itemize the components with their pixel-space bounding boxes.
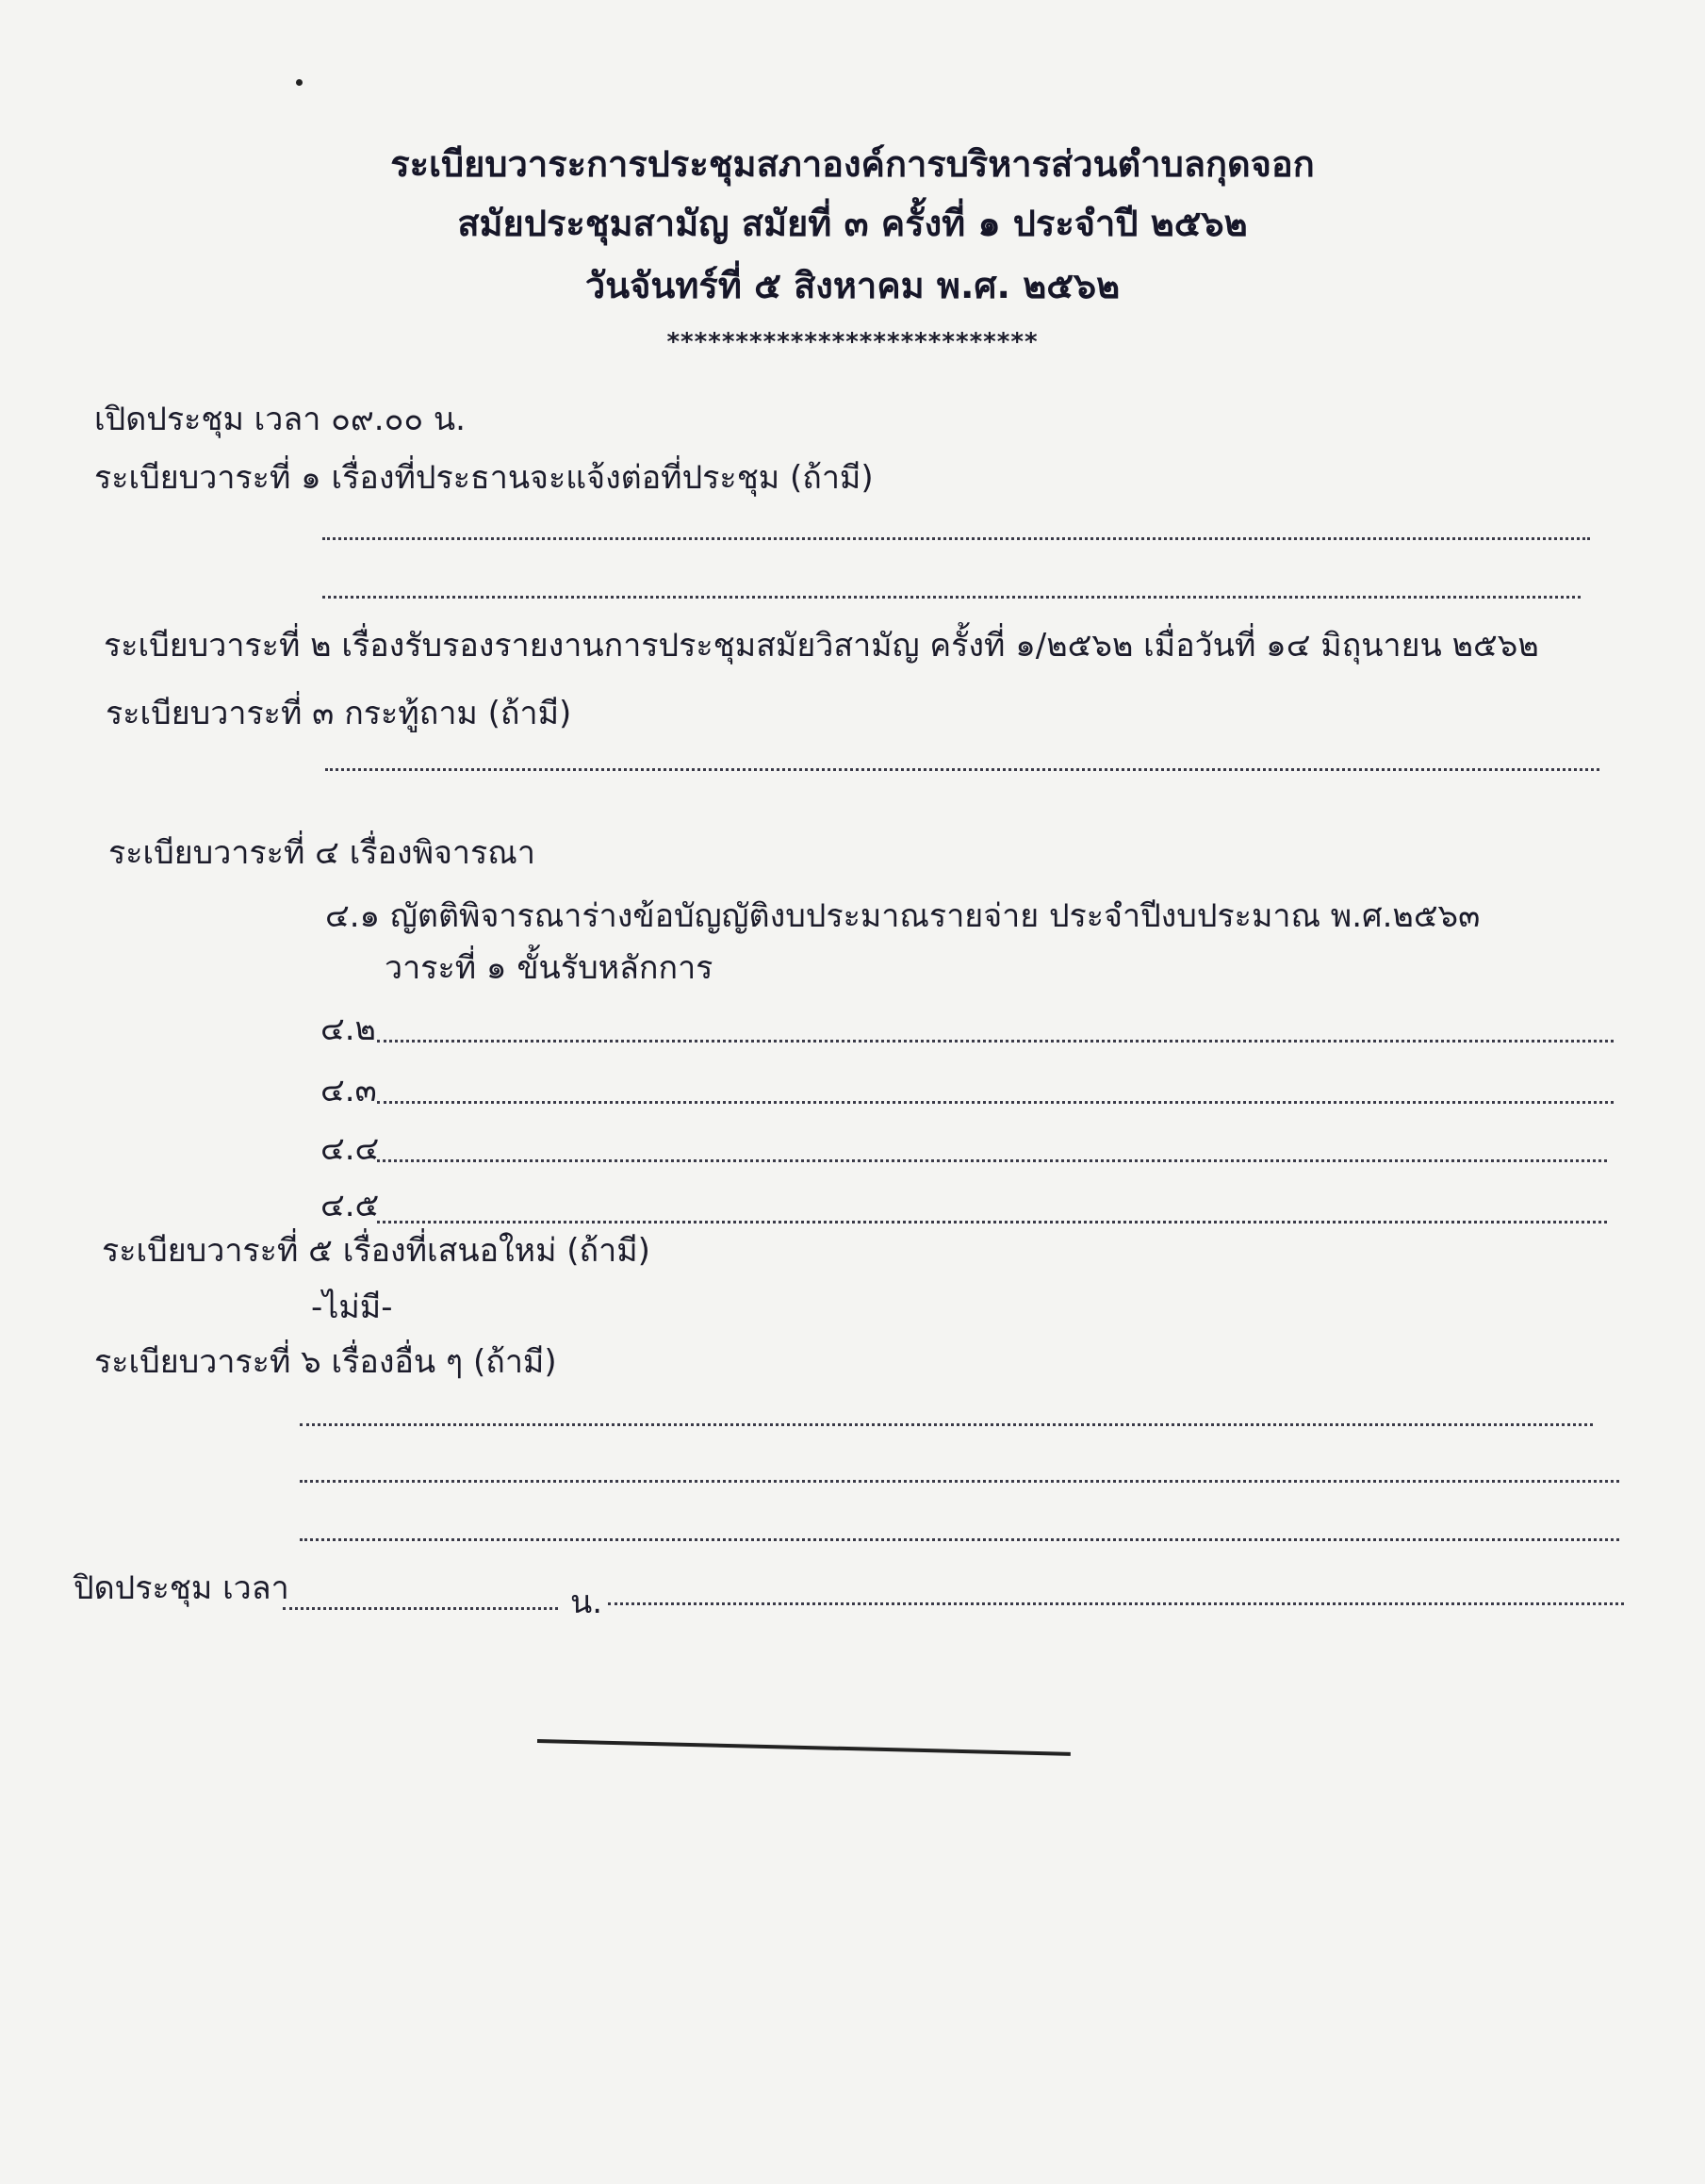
agenda-item-5-none: -ไม่มี- [311, 1289, 393, 1326]
title-separator-stars: *************************** [666, 328, 1039, 356]
fill-line [300, 1480, 1619, 1483]
agenda-item-4-4: ๔.๔ [320, 1130, 380, 1168]
fill-line [300, 1423, 1593, 1426]
agenda-item-4-2: ๔.๒ [320, 1010, 376, 1048]
title-line-3: วันจันทร์ที่ ๕ สิงหาคม พ.ศ. ๒๕๖๒ [584, 265, 1121, 306]
fill-line [377, 1040, 1614, 1043]
fill-line [377, 1159, 1607, 1162]
agenda-item-1: ระเบียบวาระที่ ๑ เรื่องที่ประธานจะแจ้งต่อที่ประชุม (ถ้ามี) [94, 459, 874, 497]
agenda-item-4-3: ๔.๓ [320, 1072, 377, 1109]
ink-speck [296, 79, 303, 86]
signature-line [537, 1739, 1071, 1756]
fill-line [322, 537, 1590, 540]
title-line-1: ระเบียบวาระการประชุมสภาองค์การบริหารส่วนตำบลกุดจอก [390, 143, 1315, 185]
closing-time-blank [283, 1607, 558, 1610]
fill-line [325, 768, 1599, 771]
agenda-item-5: ระเบียบวาระที่ ๕ เรื่องที่เสนอใหม่ (ถ้ามี) [102, 1232, 650, 1270]
agenda-item-3: ระเบียบวาระที่ ๓ กระทู้ถาม (ถ้ามี) [106, 695, 572, 732]
fill-line [608, 1602, 1624, 1605]
agenda-item-4: ระเบียบวาระที่ ๔ เรื่องพิจารณา [108, 834, 535, 872]
fill-line [377, 1221, 1607, 1223]
opening-time: เปิดประชุม เวลา ๐๙.๐๐ น. [94, 401, 466, 438]
agenda-item-2: ระเบียบวาระที่ ๒ เรื่องรับรองรายงานการประชุมสมัยวิสามัญ ครั้งที่ ๑/๒๕๖๒ เมื่อวันที่ ๑๔ มิถุนายน ๒๕๖๒ [104, 627, 1539, 665]
fill-line [300, 1538, 1619, 1541]
title-line-2: สมัยประชุมสามัญ สมัยที่ ๓ ครั้งที่ ๑ ประจำปี ๒๕๖๒ [457, 203, 1248, 244]
closing-unit: น. [570, 1584, 603, 1621]
fill-line [322, 596, 1581, 599]
agenda-item-4-1-stage: วาระที่ ๑ ขั้นรับหลักการ [385, 949, 713, 987]
agenda-item-6: ระเบียบวาระที่ ๖ เรื่องอื่น ๆ (ถ้ามี) [94, 1343, 557, 1381]
agenda-item-4-5: ๔.๕ [320, 1187, 380, 1224]
agenda-item-4-1: ๔.๑ ญัตติพิจารณาร่างข้อบัญญัติงบประมาณรายจ่าย ประจำปีงบประมาณ พ.ศ.๒๕๖๓ [325, 897, 1481, 935]
closing-label: ปิดประชุม เวลา [74, 1569, 289, 1607]
fill-line [377, 1101, 1614, 1104]
